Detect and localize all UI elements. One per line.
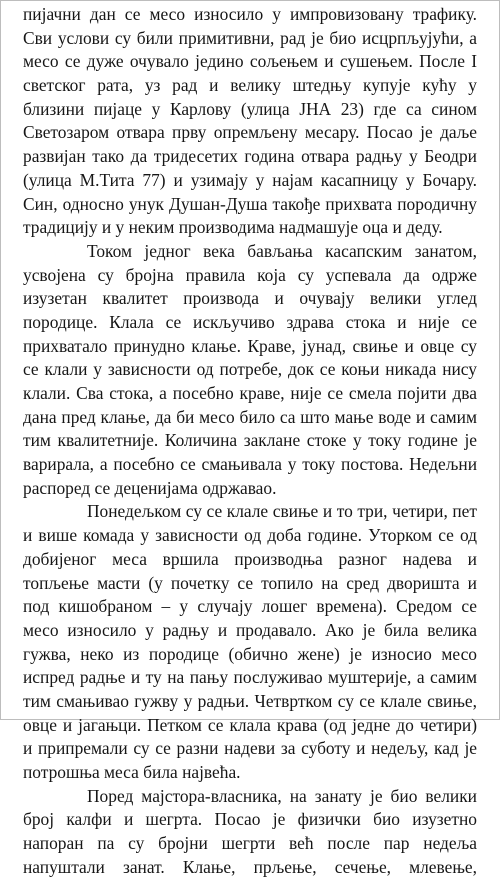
text-line: гужва, неко из породице (обично жене) је износио месо [23,643,477,664]
text-line: месо износило у радњу и продавало. Ако је била велика [23,619,477,640]
text-line: Светозаром отвара прву опремљену месару. Посао је даље [23,122,477,143]
text-line: дана пред клање, да би месо било са што мање воде и самим [23,406,477,427]
text-line: традицију и у неким производима надмашује оца и деду. [23,217,443,238]
text-line: клали. Сва стока, а посебно краве, није се смела појити два [23,383,477,403]
text-line: овце и јагањци. Петком се клала крава (од једне до четири) [23,714,477,735]
text-line: породице. Клала се искључиво здрава стока и није се [23,311,477,332]
text-line: испред радње и ту на пању послуживао муштерије, а самим [23,667,477,688]
text-line: (улица М.Тита 77) и узимају у најам касапницу у Бочару. [23,169,477,190]
text-line: месо се дуже очувало једино сољењем и сушењем. После I [23,51,477,72]
text-line: изузетан квалитет производа и очувају велики углед [23,288,477,309]
text-line: број калфи и шегрта. Посао је физички био изузетно [23,809,477,830]
text-line: топљење масти (у почетку се топило на сред дворишта и [23,572,477,593]
text-line: светског рата, уз рад и велику штедњу купује кућу у [23,75,477,96]
text-line: напоран па су бројни шегрти већ после пар недеља [23,833,477,854]
text-line: тим квалитетније. Количина заклане стоке у току године је [23,430,477,451]
paragraph-2 [23,240,477,501]
text-line: и више комада у зависности од доба године. Уторком се од [23,525,477,546]
text-line: тим смањивао гужву у радњи. Четвртком су се клале свиње, [23,690,477,711]
text-line: Понедељком су се клале свиње и то три, четири, пет [87,501,477,522]
paragraph-1 [23,3,477,240]
text-line: усвојена су бројна правила која су успевала да одрже [23,264,477,285]
text-line: Током једног века бављања касапским занатом, [87,240,477,261]
text-line: напуштали занат. Клање, прљење, сечење, млевење, [23,856,477,877]
text-line: прихватало принудно клање. Краве, јунад, свиње и овце су [23,335,477,356]
text-line: развијан тако да тридесетих година отвара радњу у Беодри [23,146,477,167]
text-line: Син, односно унук Душан-Душа такође прихвата породичну [23,193,477,214]
text-line: под кишобраном – у случају лошег времена). Средом се [23,596,477,617]
document-body [23,3,477,879]
text-line: потрошња меса била највећа. [23,762,241,782]
text-line: варирала, а посебно се смањивала у току постова. Недељни [23,454,477,475]
text-line: Сви услови су били примитивни, рад је био исцрпљујући, а [23,27,477,48]
paragraph-3 [23,500,477,784]
text-line: и припремали су се разни надеви за суботу и недељу, кад је [23,738,477,759]
text-line: пијачни дан се месо износило у импровизовану трафику. [23,4,477,24]
text-line: се клали у зависности од потребе, док се коњи никада нису [23,359,477,380]
text-line: добијеног меса вршила производња разног надева и [23,548,477,569]
paragraph-4 [23,785,477,879]
text-line: Поред мајстора-власника, на занату је био велики [87,785,477,806]
text-line: близини пијаце у Карлову (улица ЈНА 23) где са сином [23,98,477,119]
text-line: распоред се деценијама одржавао. [23,477,277,498]
